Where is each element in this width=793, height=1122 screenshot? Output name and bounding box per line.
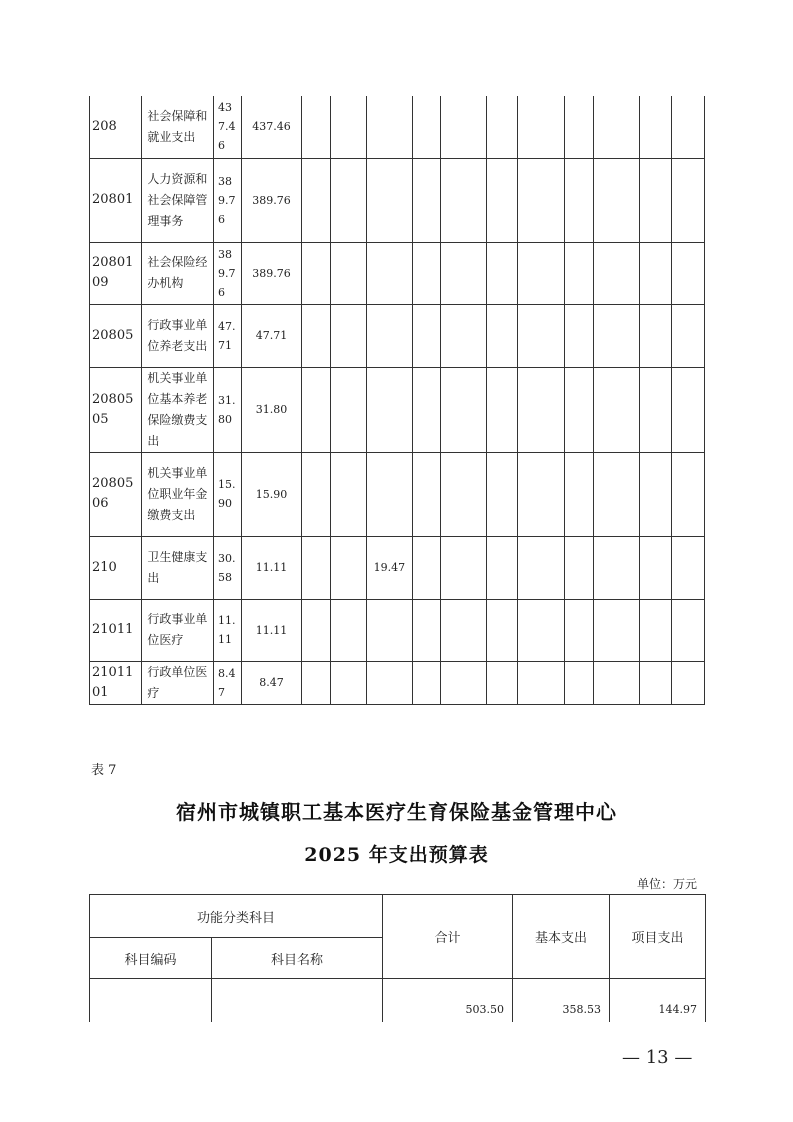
row-empty <box>640 452 671 536</box>
row-empty <box>301 96 330 158</box>
budget-table-continued <box>89 96 705 705</box>
header-func-class: 功能分类科目 <box>90 895 383 938</box>
row-empty <box>301 661 330 704</box>
row-code: 2080506 <box>90 452 142 536</box>
table-row <box>90 599 705 661</box>
row-empty <box>330 96 366 158</box>
row-total: 31.80 <box>214 367 242 452</box>
row-empty <box>640 242 671 304</box>
row-name: 机关事业单位职业年金缴费支出 <box>142 452 214 536</box>
row-name: 机关事业单位基本养老保险缴费支出 <box>142 367 214 452</box>
row-empty <box>412 304 440 367</box>
row-empty <box>518 661 564 704</box>
row-empty <box>640 304 671 367</box>
row-empty <box>487 242 518 304</box>
row-code: 2101101 <box>90 661 142 704</box>
row-value-7 <box>367 452 412 536</box>
header-name: 科目名称 <box>212 938 383 979</box>
row-basic: 437.46 <box>242 96 301 158</box>
row-empty <box>301 452 330 536</box>
row-empty <box>564 96 593 158</box>
header-total: 合计 <box>383 895 513 979</box>
row-empty <box>564 158 593 242</box>
row-empty <box>518 536 564 599</box>
row-empty <box>440 158 486 242</box>
row-basic: 11.11 <box>242 536 301 599</box>
row-code: 208 <box>90 96 142 158</box>
summary-total: 503.50 <box>383 979 513 1022</box>
row-empty <box>487 96 518 158</box>
row-empty <box>487 536 518 599</box>
row-basic: 389.76 <box>242 158 301 242</box>
row-total: 437.46 <box>214 96 242 158</box>
header-basic: 基本支出 <box>513 895 610 979</box>
row-empty <box>564 599 593 661</box>
row-empty <box>330 536 366 599</box>
row-empty <box>412 158 440 242</box>
row-empty <box>564 242 593 304</box>
row-basic: 47.71 <box>242 304 301 367</box>
row-empty <box>301 536 330 599</box>
row-empty <box>330 452 366 536</box>
row-empty <box>671 96 704 158</box>
row-empty <box>671 661 704 704</box>
page-number: — 13 — <box>622 1047 693 1068</box>
row-code: 210 <box>90 536 142 599</box>
row-value-7 <box>367 304 412 367</box>
row-empty <box>301 304 330 367</box>
expenditure-budget-table <box>89 894 706 1022</box>
row-empty <box>594 452 640 536</box>
row-empty <box>440 242 486 304</box>
row-total: 15.90 <box>214 452 242 536</box>
row-basic: 31.80 <box>242 367 301 452</box>
row-value-7 <box>367 367 412 452</box>
row-empty <box>301 158 330 242</box>
row-value-7: 19.47 <box>367 536 412 599</box>
row-basic: 11.11 <box>242 599 301 661</box>
row-empty <box>440 96 486 158</box>
row-empty <box>440 661 486 704</box>
row-value-7 <box>367 242 412 304</box>
table-row <box>90 304 705 367</box>
row-empty <box>330 242 366 304</box>
row-empty <box>301 242 330 304</box>
row-empty <box>594 304 640 367</box>
row-empty <box>671 599 704 661</box>
row-empty <box>564 452 593 536</box>
row-empty <box>594 367 640 452</box>
summary-basic: 358.53 <box>513 979 610 1022</box>
row-value-7 <box>367 599 412 661</box>
page-title: 宿州市城镇职工基本医疗生育保险基金管理中心 <box>176 800 617 824</box>
table-row <box>90 367 705 452</box>
row-empty <box>330 599 366 661</box>
row-basic: 15.90 <box>242 452 301 536</box>
row-empty <box>671 158 704 242</box>
row-empty <box>440 599 486 661</box>
summary-code <box>90 979 212 1022</box>
table-row <box>90 536 705 599</box>
row-empty <box>518 599 564 661</box>
row-total: 11.11 <box>214 599 242 661</box>
row-empty <box>564 536 593 599</box>
row-empty <box>518 452 564 536</box>
row-empty <box>594 661 640 704</box>
table-row <box>90 158 705 242</box>
row-empty <box>412 367 440 452</box>
row-basic: 8.47 <box>242 661 301 704</box>
row-empty <box>487 599 518 661</box>
summary-project: 144.97 <box>610 979 706 1022</box>
row-empty <box>594 96 640 158</box>
row-empty <box>412 242 440 304</box>
row-empty <box>564 367 593 452</box>
row-empty <box>412 599 440 661</box>
row-code: 2080505 <box>90 367 142 452</box>
row-code: 21011 <box>90 599 142 661</box>
row-empty <box>671 242 704 304</box>
row-empty <box>440 536 486 599</box>
row-empty <box>330 367 366 452</box>
row-value-7 <box>367 661 412 704</box>
row-code: 20805 <box>90 304 142 367</box>
row-empty <box>564 661 593 704</box>
row-empty <box>640 661 671 704</box>
header-project: 项目支出 <box>610 895 706 979</box>
row-empty <box>412 452 440 536</box>
row-empty <box>412 536 440 599</box>
row-empty <box>412 96 440 158</box>
row-empty <box>440 304 486 367</box>
row-total: 47.71 <box>214 304 242 367</box>
row-total: 389.76 <box>214 158 242 242</box>
row-name: 行政事业单位医疗 <box>142 599 214 661</box>
page-subtitle: 2025 年支出预算表 <box>304 844 489 866</box>
row-value-7 <box>367 96 412 158</box>
row-empty <box>487 367 518 452</box>
row-empty <box>564 304 593 367</box>
row-empty <box>518 96 564 158</box>
row-empty <box>640 158 671 242</box>
row-total: 30.58 <box>214 536 242 599</box>
row-empty <box>330 661 366 704</box>
row-value-7 <box>367 158 412 242</box>
row-name: 卫生健康支出 <box>142 536 214 599</box>
row-empty <box>640 96 671 158</box>
table-row <box>90 96 705 158</box>
table-row <box>90 452 705 536</box>
row-empty <box>487 158 518 242</box>
row-empty <box>330 158 366 242</box>
row-name: 社会保障和就业支出 <box>142 96 214 158</box>
row-empty <box>640 536 671 599</box>
row-empty <box>518 242 564 304</box>
summary-name <box>212 979 383 1022</box>
row-name: 行政事业单位养老支出 <box>142 304 214 367</box>
row-empty <box>518 158 564 242</box>
row-empty <box>301 599 330 661</box>
row-name: 行政单位医疗 <box>142 661 214 704</box>
row-empty <box>487 661 518 704</box>
row-empty <box>487 452 518 536</box>
row-empty <box>594 536 640 599</box>
row-code: 20801 <box>90 158 142 242</box>
row-empty <box>518 367 564 452</box>
row-empty <box>594 242 640 304</box>
row-empty <box>640 367 671 452</box>
row-total: 389.76 <box>214 242 242 304</box>
row-total: 8.47 <box>214 661 242 704</box>
row-empty <box>440 367 486 452</box>
table-label: 表 7 <box>91 763 117 778</box>
table-row <box>90 242 705 304</box>
row-empty <box>440 452 486 536</box>
row-name: 人力资源和社会保障管理事务 <box>142 158 214 242</box>
row-code: 2080109 <box>90 242 142 304</box>
row-empty <box>640 599 671 661</box>
row-basic: 389.76 <box>242 242 301 304</box>
unit-label: 单位：万元 <box>636 877 697 891</box>
row-empty <box>330 304 366 367</box>
row-empty <box>301 367 330 452</box>
row-empty <box>671 304 704 367</box>
table-row <box>90 661 705 704</box>
row-empty <box>594 599 640 661</box>
row-empty <box>594 158 640 242</box>
row-name: 社会保险经办机构 <box>142 242 214 304</box>
row-empty <box>518 304 564 367</box>
row-empty <box>671 452 704 536</box>
row-empty <box>412 661 440 704</box>
header-code: 科目编码 <box>90 938 212 979</box>
row-empty <box>671 367 704 452</box>
row-empty <box>671 536 704 599</box>
row-empty <box>487 304 518 367</box>
